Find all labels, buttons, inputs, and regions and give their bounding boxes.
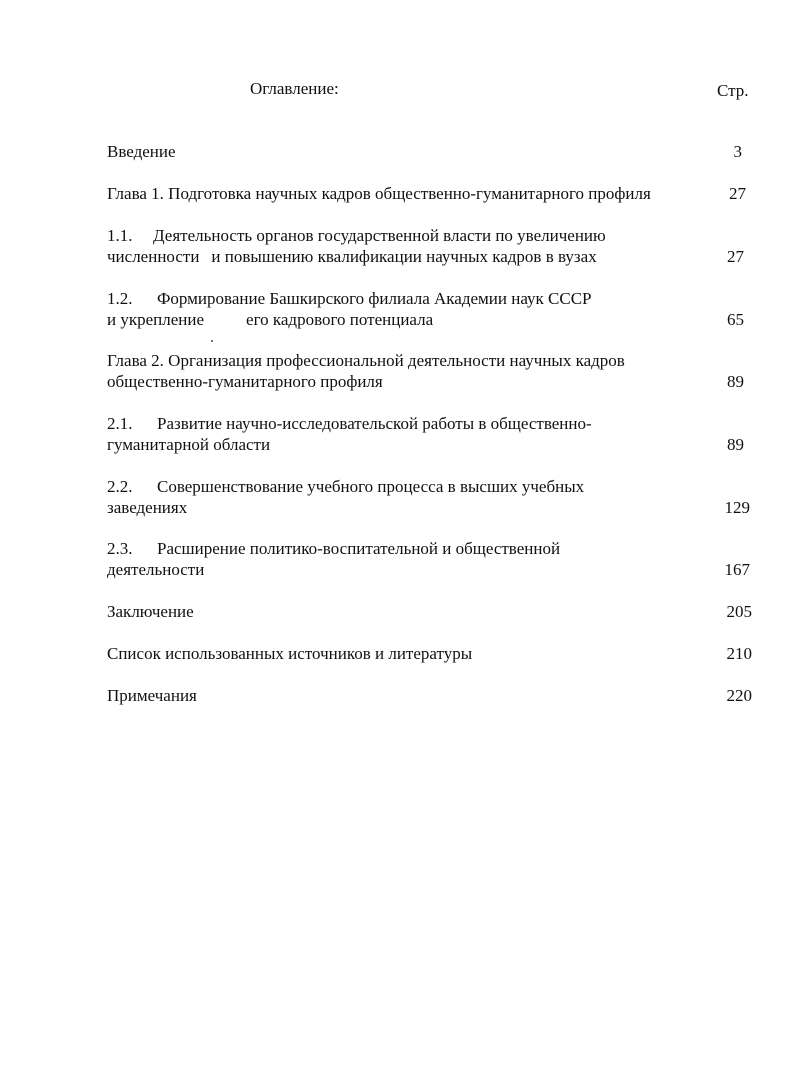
toc-entry-page: 27 [729, 184, 746, 203]
toc-entry-page: 205 [726, 602, 752, 621]
toc-entry-title: Введение [107, 142, 176, 161]
section-title-line1: Формирование Башкирского филиала Академии наук СССР [157, 289, 592, 308]
toc-entry-title [107, 350, 717, 392]
section-title-line2: заведениях [107, 498, 188, 517]
section-number: 2.1. [107, 414, 133, 433]
toc-entry-chapter-1 [107, 183, 752, 204]
toc-entry-page: 220 [726, 686, 752, 705]
toc-entry-section-2-1 [107, 413, 752, 455]
section-title-line2a: численности [107, 247, 200, 266]
toc-entry-title [107, 476, 707, 518]
section-title-line1: Деятельность органов государственной власти по увеличению [153, 226, 606, 245]
section-number: 1.1. [107, 226, 133, 245]
section-number: 1.2. [107, 289, 133, 308]
page-column-header: Стр. [717, 81, 749, 100]
toc-entry-page: 129 [724, 498, 750, 517]
toc-entry-title: Список использованных источников и литературы [107, 644, 473, 663]
section-title-line2: деятельности [107, 560, 205, 579]
toc-entry-title: Глава 1. Подготовка научных кадров общественно-гуманитарного профиля [107, 184, 651, 203]
toc-entry-bibliography [107, 643, 752, 664]
section-title-line1: Расширение политико-воспитательной и общественной [157, 539, 561, 558]
chapter-title-line2: общественно-гуманитарного профиля [107, 372, 383, 391]
chapter-title-line1: Глава 2. Организация профессиональной деятельности научных кадров [107, 351, 625, 370]
toc-entry-conclusion [107, 601, 752, 622]
toc-entry-title [107, 288, 707, 330]
toc-entry-notes [107, 685, 752, 706]
toc-entry-page: 167 [724, 560, 750, 579]
toc-entry-section-2-3 [107, 538, 752, 580]
toc-entry-title [107, 225, 707, 267]
toc-entry-introduction [107, 141, 752, 162]
toc-entry-page: 3 [733, 142, 742, 161]
section-title-line2a: и укрепление [107, 310, 205, 329]
toc-entry-page: 210 [726, 644, 752, 663]
toc-entry-page: 65 [727, 310, 744, 329]
toc-entry-page: 27 [727, 247, 744, 266]
toc-entry-chapter-2 [107, 350, 752, 392]
toc-entry-title: Заключение [107, 602, 194, 621]
toc-entry-page: 89 [727, 435, 744, 454]
toc-entry-title [107, 538, 707, 580]
section-title-line2b: и повышению квалификации научных кадров в вузах [211, 247, 597, 266]
toc-entry-title [107, 413, 707, 455]
toc-heading: Оглавление: [250, 79, 339, 98]
section-title-line2: гуманитарной области [107, 435, 271, 454]
toc-entry-section-1-2 [107, 288, 752, 330]
scan-speck [211, 340, 213, 342]
section-title-line1: Развитие научно-исследовательской работы в общественно- [157, 414, 592, 433]
section-title-line2b: его кадрового потенциала [246, 310, 434, 329]
section-title-line1: Совершенствование учебного процесса в высших учебных [157, 477, 585, 496]
section-number: 2.3. [107, 539, 133, 558]
toc-entry-title: Примечания [107, 686, 197, 705]
section-number: 2.2. [107, 477, 133, 496]
toc-entry-section-2-2 [107, 476, 752, 518]
toc-entry-page: 89 [727, 372, 744, 391]
toc-entry-section-1-1 [107, 225, 752, 267]
